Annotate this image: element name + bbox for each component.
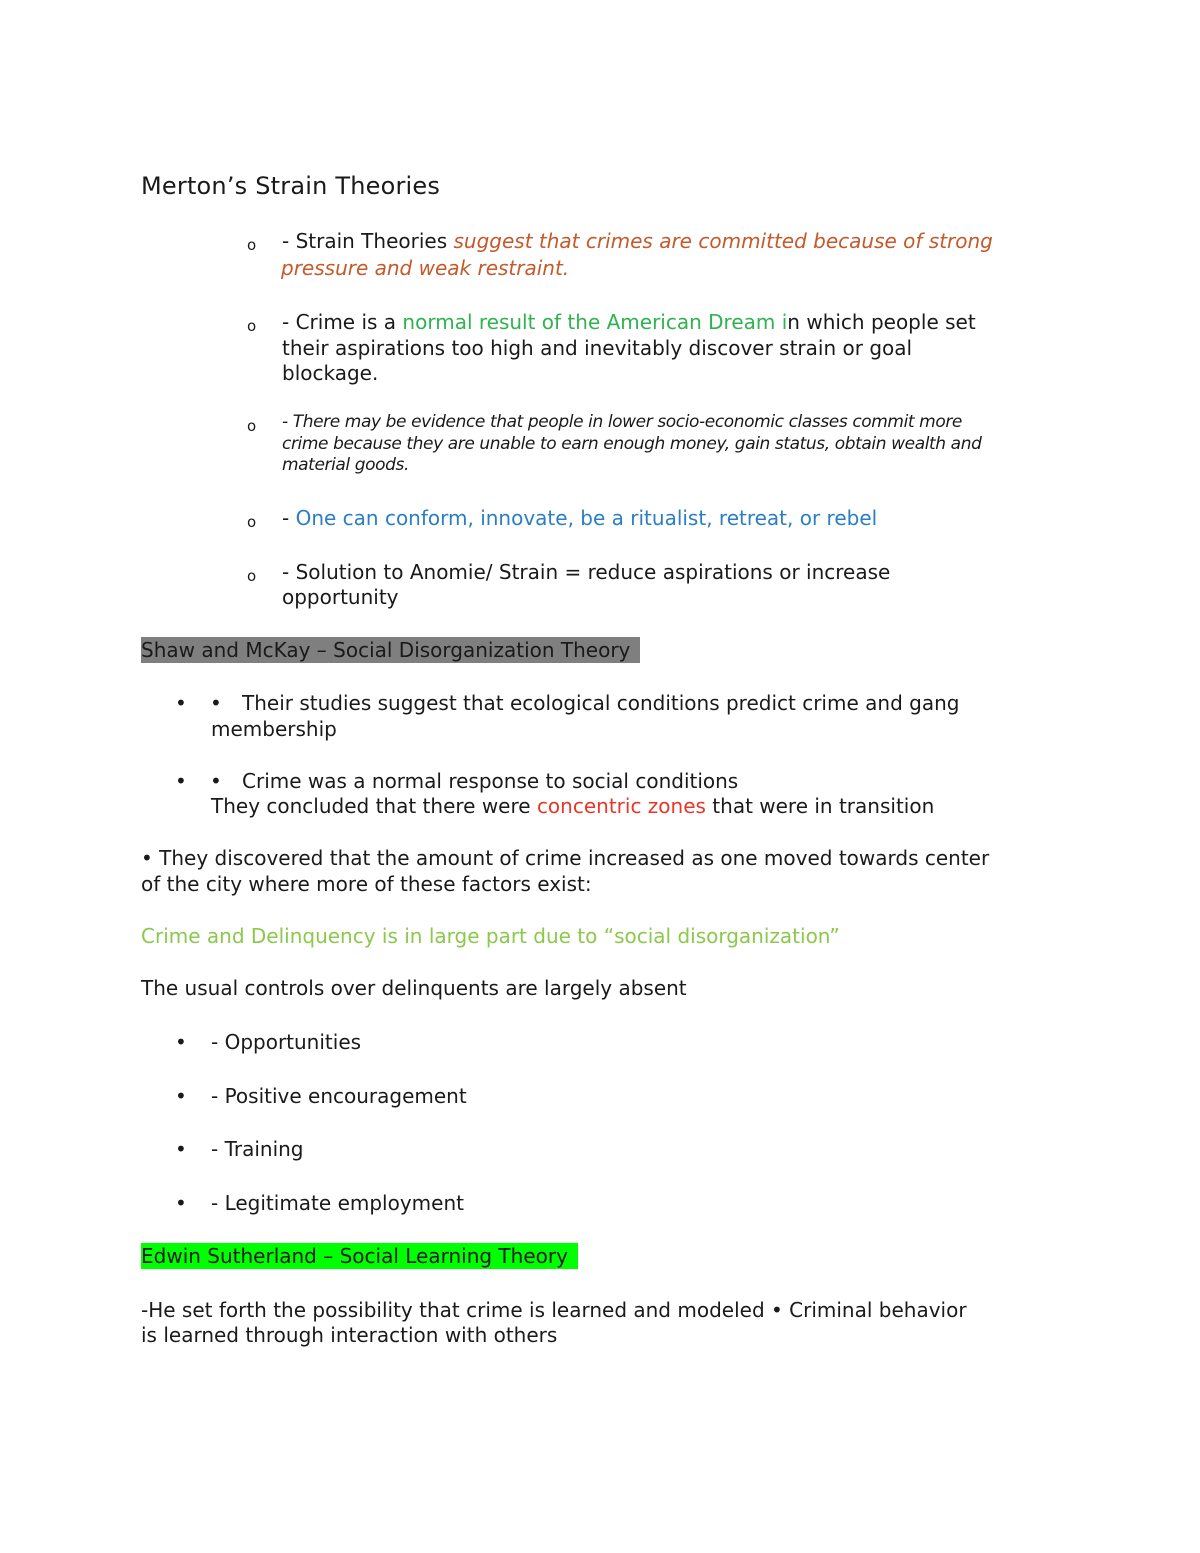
list-item-text: - Crime is a xyxy=(282,310,403,334)
list-bullet: o xyxy=(247,417,257,435)
list-item xyxy=(211,793,934,819)
list-item-text: - There may be evidence that people in lower socio-economic classes commit more xyxy=(282,412,962,432)
list-item-text: Their studies suggest that ecological conditions predict crime and gang xyxy=(242,691,960,715)
list-item-text: - Training xyxy=(211,1137,304,1161)
section-heading-sutherland xyxy=(141,1243,578,1269)
list-item-text: blockage. xyxy=(282,361,379,385)
list-bullet: o xyxy=(247,567,257,585)
emphasis-text: One can conform, innovate, be a ritualist, retreat, or rebel xyxy=(295,506,878,530)
list-item-text: opportunity xyxy=(282,585,399,609)
paragraph-text: The usual controls over delinquents are largely absent xyxy=(141,976,687,1000)
paragraph xyxy=(141,845,989,871)
list-item-text: their aspirations too high and inevitably discover strain or goal xyxy=(282,336,913,360)
emphasis-text: pressure and weak restraint. xyxy=(281,256,570,280)
emphasis-text: concentric zones xyxy=(536,794,706,818)
list-item-text: - Strain Theories xyxy=(282,229,454,253)
list-bullet: o xyxy=(247,513,257,531)
emphasis-statement: Crime and Delinquency is in large part due to “social disorganization” xyxy=(141,924,840,948)
list-item-text: - Solution to Anomie/ Strain = reduce aspirations or increase xyxy=(282,560,891,584)
list-bullet: o xyxy=(247,317,257,335)
list-bullet: • xyxy=(210,769,222,793)
highlighted-heading: Edwin Sutherland – Social Learning Theory xyxy=(141,1243,578,1269)
list-item-text: - xyxy=(282,506,296,530)
list-bullet: o xyxy=(247,236,257,254)
list-bullet: • xyxy=(175,1030,187,1054)
list-item-text: crime because they are unable to earn enough money, gain status, obtain wealth and xyxy=(282,434,982,454)
list-bullet: • xyxy=(175,1137,187,1161)
list-item-text: membership xyxy=(211,717,337,741)
highlighted-heading: Shaw and McKay – Social Disorganization Theory xyxy=(141,637,640,663)
emphasis-text: normal result of the American Dream i xyxy=(402,310,788,334)
list-item xyxy=(282,505,877,531)
list-item-text: Crime was a normal response to social conditions xyxy=(242,769,739,793)
list-bullet: • xyxy=(175,1084,187,1108)
list-item-text: material goods. xyxy=(282,455,410,475)
paragraph-text: They discovered that the amount of crime increased as one moved towards center xyxy=(152,846,990,870)
list-item-text: They concluded that there were xyxy=(211,794,537,818)
section-heading-shaw xyxy=(141,637,640,663)
list-bullet: • xyxy=(175,1191,187,1215)
list-item-text: - Positive encouragement xyxy=(211,1084,467,1108)
paragraph-text: -He set forth the possibility that crime is learned and modeled • Criminal behavior xyxy=(141,1298,967,1322)
list-bullet: • xyxy=(175,769,187,793)
paragraph-bullet: • xyxy=(141,846,153,870)
paragraph-text: of the city where more of these factors exist: xyxy=(141,872,592,896)
list-item-text: n which people set xyxy=(787,310,976,334)
paragraph-text: is learned through interaction with others xyxy=(141,1323,558,1347)
list-item-text: that were in transition xyxy=(705,794,935,818)
emphasis-text: suggest that crimes are committed because of strong xyxy=(453,229,993,253)
list-item xyxy=(282,228,993,254)
list-bullet: • xyxy=(210,691,222,715)
list-item-text: - Legitimate employment xyxy=(211,1191,464,1215)
list-item-text: - Opportunities xyxy=(211,1030,362,1054)
page-title: Merton’s Strain Theories xyxy=(141,172,441,200)
list-bullet: • xyxy=(175,691,187,715)
list-item xyxy=(282,309,976,335)
